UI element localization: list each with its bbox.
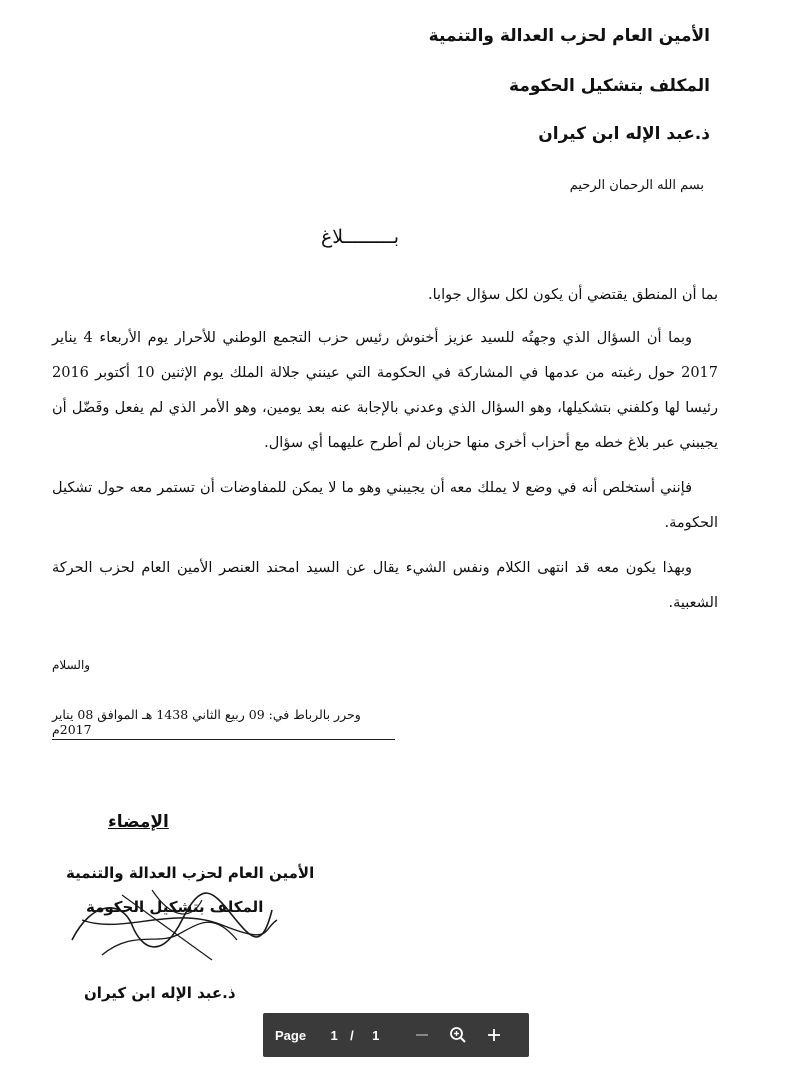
signature-name-line: ذ.عبد الإله ابن كيران [84, 984, 236, 1002]
signature-role-line: المكلف بتشكيل الحكومة [86, 898, 264, 916]
handwritten-signature [62, 880, 282, 970]
document-subject: بـــــــــلاغ [320, 226, 400, 248]
pdf-viewer-toolbar [263, 1013, 529, 1057]
paragraph: فإنني أستخلص أنه في وضع لا يملك معه أن يجيبني وهو ما لا يمكن للمفاوضات أن تستمر معه حول تشكيل الحكومة. [52, 480, 718, 531]
zoom-button[interactable] [440, 1013, 476, 1057]
minus-icon [414, 1027, 430, 1043]
header-party-line: الأمين العام لحزب العدالة والتنمية [428, 26, 710, 46]
header-role-line: المكلف بتشكيل الحكومة [509, 76, 710, 96]
page-label: Page [275, 1027, 307, 1043]
basmala: بسم الله الرحمان الرحيم [569, 178, 704, 193]
paragraph: وبهذا يكون معه قد انتهى الكلام ونفس الشيء يقال عن السيد امحند العنصر الأمين العام لحزب الحركة الشعبية. [52, 560, 718, 611]
zoom-in-button[interactable] [476, 1013, 512, 1057]
header-name-line: ذ.عبد الإله ابن كيران [538, 124, 710, 144]
plus-icon [486, 1027, 502, 1043]
magnifier-icon [449, 1026, 467, 1044]
signature-title: الإمضاء [108, 812, 169, 832]
paragraph: وبما أن السؤال الذي وجهتُه للسيد عزيز أخنوش رئيس حزب التجمع الوطني للأحرار يوم الأربعاء 4 يناير 2017 حول رغبته من عدمها في المشاركة في الحكومة التي عينني جلالة الملك يوم الإثنين 10 أكتوبر 2016 رئيسا لها وكلفني بتشكيلها، وهو السؤال الذي وعدني بالإجابة عنه بعد يومين، وهو الأمر الذي لم يفعل وفَضّل أن يجيبني عبر بلاغ خطه مع أحزاب أخرى منها حزبان لم أطرح عليهما أي سؤال. [52, 330, 718, 451]
current-page-input[interactable]: 1 [330, 1027, 338, 1043]
page-separator: / [350, 1027, 354, 1043]
closing-salutation: والسلام [52, 658, 91, 672]
zoom-out-button[interactable] [404, 1013, 440, 1057]
body-text [52, 278, 718, 631]
paragraph: بما أن المنطق يقتضي أن يكون لكل سؤال جوابا. [428, 287, 718, 303]
signature-party-line: الأمين العام لحزب العدالة والتنمية [66, 864, 315, 882]
date-line: وحرر بالرباط في: 09 ربيع الثاني 1438 هـ الموافق 08 يناير 2017م [52, 707, 395, 740]
total-pages: 1 [372, 1027, 380, 1043]
